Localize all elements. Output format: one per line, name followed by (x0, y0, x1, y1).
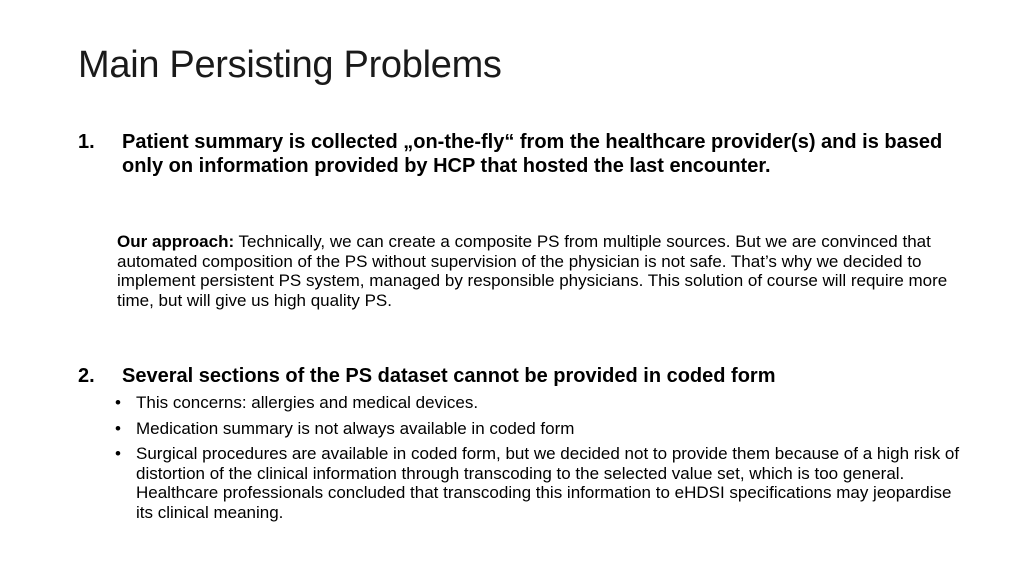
list-item (112, 393, 962, 413)
problem-item-1 (78, 130, 958, 178)
bullet-icon: • (115, 418, 121, 438)
bullet-text: Medication summary is not always available in coded form (136, 418, 575, 438)
bullet-text: Surgical procedures are available in coded form, but we decided not to provide them because of a high risk of distortion of the clinical information through transcoding to the selected value set, which is too general. Healthcare professionals concluded that transcoding this information to eHDSI specifications may jeopardise its clinical meaning. (136, 444, 960, 522)
item-heading: Several sections of the PS dataset cannot be provided in coded form (122, 365, 776, 387)
bullet-text: This concerns: allergies and medical devices. (136, 393, 479, 412)
list-item (112, 444, 962, 522)
list-item (112, 419, 962, 439)
item-number: 1. (78, 131, 95, 153)
bullet-icon: • (115, 393, 121, 412)
approach-label: Our approach: (117, 232, 235, 251)
approach-paragraph (117, 232, 957, 310)
problem-item-2 (78, 364, 958, 388)
bullet-list (112, 393, 962, 528)
item-number: 2. (78, 365, 95, 387)
item-heading: Patient summary is collected „on-the-fly“ from the healthcare provider(s) and is based only on information provided by HCP that hosted the last encounter. (122, 131, 943, 177)
approach-text: Technically, we can create a composite PS from multiple sources. But we are convinced that automated composition of the PS without supervision of the physician is not safe. That’s why we decided to implement persistent PS system, managed by responsible physicians. This solution of course will require more time, but will give us high quality PS. (117, 232, 948, 310)
bullet-icon: • (115, 444, 121, 463)
slide-title: Main Persisting Problems (78, 44, 502, 86)
